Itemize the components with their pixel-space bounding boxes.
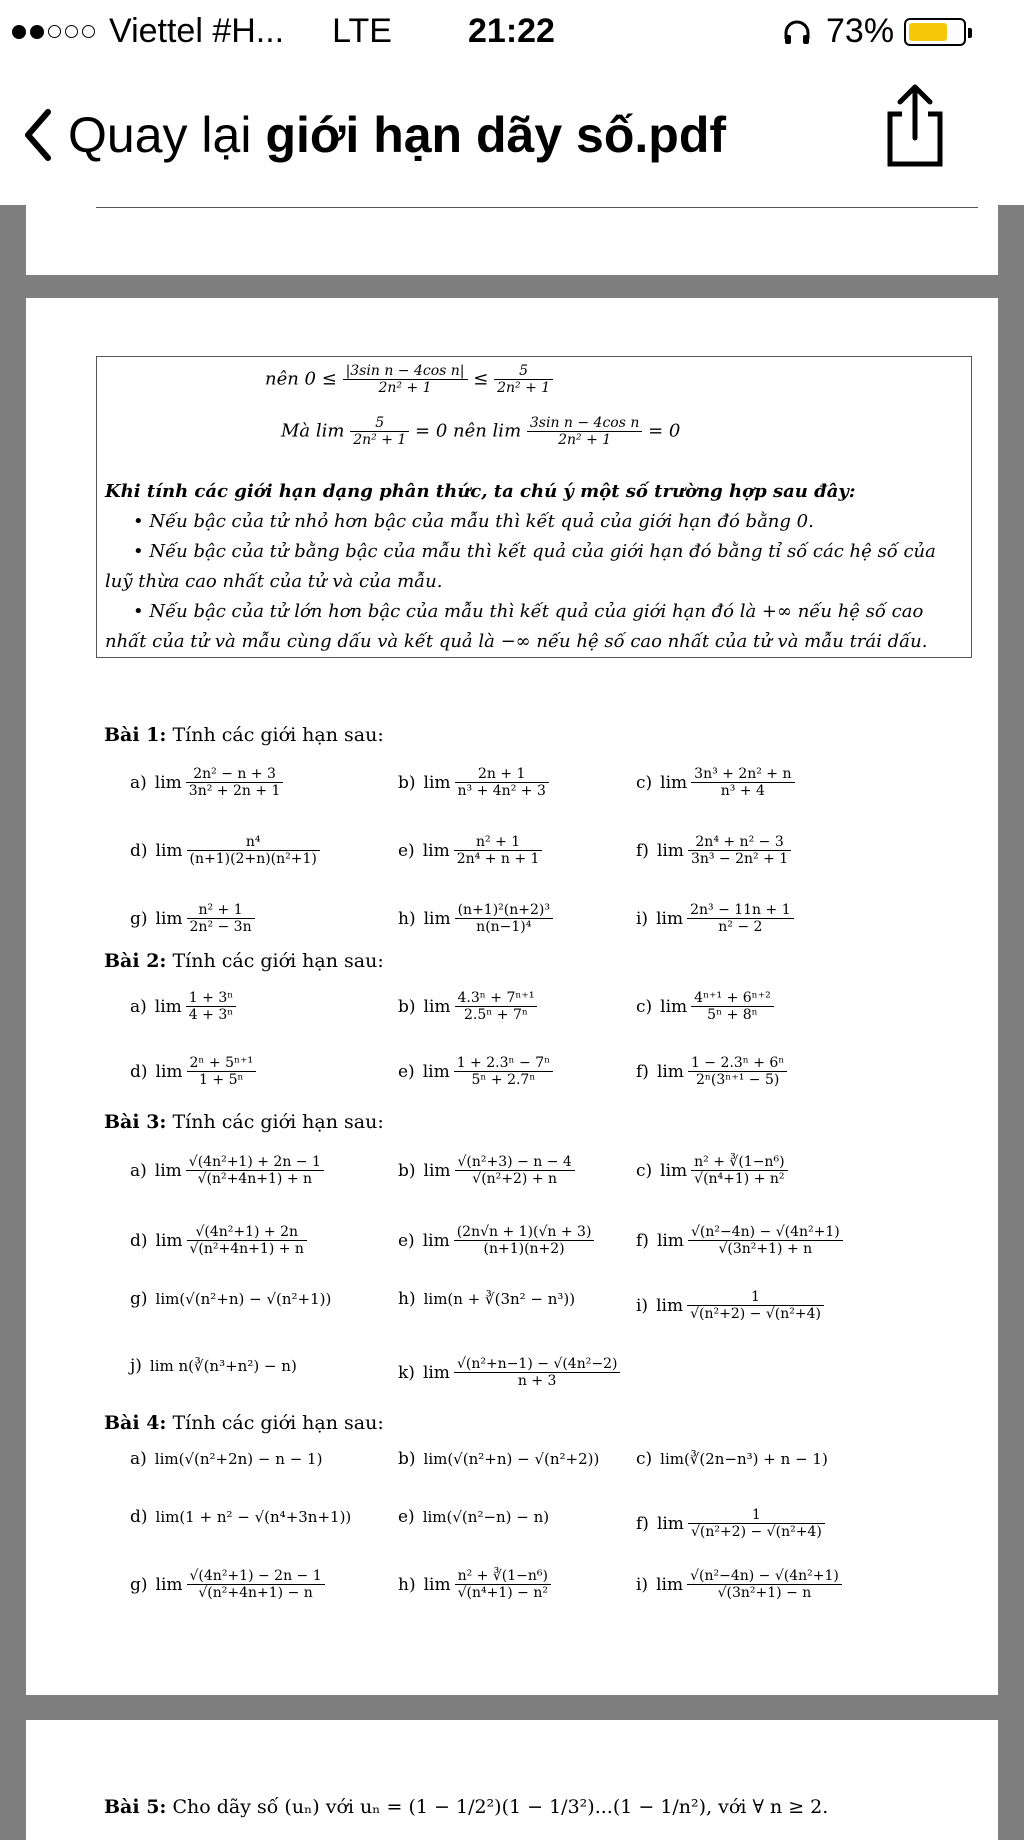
numerator: √(4n²+1) + 2n − 1 <box>186 1154 324 1171</box>
item-label: j) <box>130 1356 142 1376</box>
numerator: 5 <box>350 415 409 432</box>
item-label: g) <box>130 908 148 929</box>
fraction <box>187 1568 325 1601</box>
denominator: 3n³ − 2n² + 1 <box>690 851 789 867</box>
exercise-text: Cho dãy số (uₙ) với uₙ = (1 − 1/2²)(1 − 1/3²)...(1 − 1/n²), với ∀ n ≥ 2. <box>172 1796 829 1818</box>
exercise-number: Bài 2: <box>104 950 167 972</box>
denominator: √(n²+2) − √(n²+4) <box>690 1306 821 1322</box>
limit-expression: lim(√(n²−n) − n) <box>422 1508 550 1526</box>
signal-dot-icon <box>48 25 61 38</box>
denominator: 2n² + 1 <box>558 432 612 448</box>
denominator: 2n² + 1 <box>378 380 432 396</box>
limit-expression: lim(√(n²+n) − √(n²+2)) <box>423 1450 600 1468</box>
exercise-item <box>130 1055 256 1088</box>
item-label: f) <box>636 1061 649 1082</box>
item-label: c) <box>636 1160 653 1181</box>
box-bullet-2: • Nếu bậc của tử bằng bậc của mẫu thì kết quả của giới hạn đó bằng tỉ số các hệ số của <box>133 541 936 562</box>
lim-word: lim <box>422 1230 450 1251</box>
exercise-item <box>130 1449 322 1469</box>
bai1-heading <box>104 724 384 746</box>
limit-expression: lim(1 + n² − √(n⁴+3n+1)) <box>155 1508 352 1526</box>
numerator: n² + ∛(1−n⁶) <box>691 1154 787 1171</box>
denominator: n + 3 <box>517 1373 557 1389</box>
exercise-item <box>636 834 791 867</box>
denominator: n² − 2 <box>718 919 763 935</box>
item-label: d) <box>130 840 148 861</box>
exercise-item <box>398 766 549 799</box>
fraction <box>687 902 794 935</box>
exercise-item <box>130 766 283 799</box>
chevron-left-icon <box>22 108 52 162</box>
exercise-item <box>636 1568 842 1601</box>
signal-dot-icon <box>65 25 78 38</box>
fraction <box>688 1224 843 1257</box>
numerator: 4.3ⁿ + 7ⁿ⁺¹ <box>455 990 538 1007</box>
denominator: (n+1)(n+2) <box>483 1241 565 1257</box>
signal-dot-icon <box>82 25 95 38</box>
lim-word: lim <box>155 1061 183 1082</box>
item-label: e) <box>398 1061 415 1082</box>
exercise-item <box>398 834 542 867</box>
numerator: √(4n²+1) + 2n <box>187 1224 307 1241</box>
exercise-text: Tính các giới hạn sau: <box>166 950 384 972</box>
fraction <box>455 766 549 799</box>
numerator: 1 − 2.3ⁿ + 6ⁿ <box>688 1055 787 1072</box>
fraction <box>187 902 255 935</box>
item-label: d) <box>130 1061 148 1082</box>
fraction <box>187 1055 257 1088</box>
item-label: i) <box>636 1295 649 1316</box>
fraction <box>691 1154 787 1187</box>
denominator: 5ⁿ + 2.7ⁿ <box>471 1072 536 1088</box>
battery-percent: 73% <box>826 12 895 50</box>
numerator: 1 <box>688 1507 825 1524</box>
exercise-item <box>130 1507 351 1527</box>
numerator: (2n√n + 1)(√n + 3) <box>454 1224 595 1241</box>
numerator: √(n²+n−1) − √(4n²−2) <box>454 1356 621 1373</box>
lim-word: lim <box>155 1230 183 1251</box>
back-label: Quay lại <box>68 107 252 163</box>
item-label: d) <box>130 1507 148 1527</box>
lim-word: lim <box>423 996 451 1017</box>
exercise-item <box>398 1507 549 1527</box>
lim-word: lim <box>656 840 684 861</box>
numerator: (n+1)²(n+2)³ <box>455 902 553 919</box>
limit-expression: lim(∛(2n−n³) + n − 1) <box>660 1450 828 1468</box>
fraction <box>186 990 237 1023</box>
item-label: a) <box>130 996 147 1017</box>
denominator: √(n²+2) − √(n²+4) <box>690 1524 822 1540</box>
exercise-item <box>636 1289 824 1322</box>
denominator: √(n⁴+1) + n² <box>694 1171 785 1187</box>
numerator: √(4n²+1) − 2n − 1 <box>187 1568 325 1585</box>
battery-fill <box>909 23 947 41</box>
denominator: n³ + 4 <box>720 783 765 799</box>
exercise-item <box>130 1154 324 1187</box>
item-label: b) <box>398 772 416 793</box>
exercise-item <box>398 990 537 1023</box>
item-label: i) <box>636 1574 649 1595</box>
signal-dot-icon <box>12 25 26 39</box>
exercise-item <box>130 990 236 1023</box>
fraction <box>187 834 320 867</box>
bai2-heading <box>104 950 384 972</box>
exercise-item <box>636 1507 825 1540</box>
signal-carrier <box>12 12 392 51</box>
numerator: √(n²−4n) − √(4n²+1) <box>688 1224 843 1241</box>
exercise-item <box>398 1224 594 1257</box>
denominator: √(n²+4n+1) − n <box>198 1585 313 1601</box>
box-line-2 <box>281 415 680 448</box>
denominator: 5ⁿ + 8ⁿ <box>707 1007 758 1023</box>
denominator: √(n⁴+1) − n² <box>457 1585 548 1601</box>
item-label: a) <box>130 1160 147 1181</box>
lim-word: lim <box>155 908 183 929</box>
exercise-item <box>398 1356 620 1389</box>
exercise-item <box>636 1154 788 1187</box>
denominator: (n+1)(2+n)(n²+1) <box>189 851 317 867</box>
lim-word: lim <box>656 1295 684 1316</box>
lim-word: lim <box>422 840 450 861</box>
exercise-item <box>398 1055 553 1088</box>
denominator: 1 + 5ⁿ <box>199 1072 244 1088</box>
denominator: 2.5ⁿ + 7ⁿ <box>464 1007 528 1023</box>
network-type: LTE <box>332 12 392 50</box>
item-label: h) <box>398 1289 416 1309</box>
fraction <box>455 1154 575 1187</box>
exercise-item <box>398 1154 575 1187</box>
battery-icon <box>904 18 966 46</box>
exercise-item <box>636 1449 828 1469</box>
exercise-text: Tính các giới hạn sau: <box>166 1412 384 1434</box>
fraction <box>527 415 643 448</box>
numerator: 2n + 1 <box>455 766 549 783</box>
fraction <box>455 990 538 1023</box>
box-heading: Khi tính các giới hạn dạng phân thức, ta chú ý một số trường hợp sau đây: <box>105 481 856 502</box>
lim-word: lim <box>656 1513 684 1534</box>
denominator: √(3n²+1) + n <box>718 1241 813 1257</box>
lim-word: lim <box>155 840 183 861</box>
lim-word: lim <box>422 1362 450 1383</box>
exercise-number: Bài 3: <box>104 1111 167 1133</box>
box-bullet-3: • Nếu bậc của tử lớn hơn bậc của mẫu thì kết quả của giới hạn đó là +∞ nếu hệ số cao <box>133 601 924 622</box>
exercise-number: Bài 4: <box>104 1412 167 1434</box>
fraction <box>688 834 791 867</box>
box-bullet-1: • Nếu bậc của tử nhỏ hơn bậc của mẫu thì kết quả của giới hạn đó bằng 0. <box>133 511 814 532</box>
back-button[interactable] <box>22 106 726 164</box>
fraction <box>454 1224 595 1257</box>
limit-expression: lim n(∛(n³+n²) − n) <box>149 1357 297 1375</box>
note-box <box>96 356 972 658</box>
status-bar <box>0 0 1024 70</box>
numerator: √(n²−4n) − √(4n²+1) <box>687 1568 842 1585</box>
denominator: 2ⁿ(3ⁿ⁺¹ − 5) <box>695 1072 780 1088</box>
denominator: 2n² + 1 <box>497 380 551 396</box>
limit-expression: lim(√(n²+n) − √(n²+1)) <box>155 1290 332 1308</box>
numerator: 1 + 2.3ⁿ − 7ⁿ <box>454 1055 553 1072</box>
denominator: √(n²+4n+1) + n <box>189 1241 304 1257</box>
exercise-item <box>130 902 255 935</box>
lim-word: lim <box>423 908 451 929</box>
lim-word: lim <box>656 1230 684 1251</box>
signal-dot-icon <box>30 25 44 39</box>
text: nên 0 ≤ <box>265 368 337 390</box>
exercise-text: Tính các giới hạn sau: <box>166 724 384 746</box>
numerator: n⁴ <box>187 834 320 851</box>
numerator: 4ⁿ⁺¹ + 6ⁿ⁺² <box>691 990 774 1007</box>
denominator: 2n² + 1 <box>353 432 407 448</box>
lim-word: lim <box>656 1574 684 1595</box>
clock: 21:22 <box>468 12 555 50</box>
item-label: a) <box>130 772 147 793</box>
numerator: 3sin n − 4cos n <box>527 415 643 432</box>
exercise-item <box>636 1224 843 1257</box>
lim-word: lim <box>656 908 684 929</box>
item-label: c) <box>636 1449 653 1469</box>
fraction <box>687 1289 824 1322</box>
denominator: √(n²+4n+1) + n <box>197 1171 313 1187</box>
item-label: a) <box>130 1449 147 1469</box>
text: = 0 nên lim <box>415 420 522 442</box>
fraction <box>455 902 553 935</box>
bai5-heading <box>104 1796 828 1818</box>
fraction <box>186 766 284 799</box>
document-title: giới hạn dãy số.pdf <box>265 107 727 163</box>
limit-expression: lim(n + ∛(3n² − n³)) <box>423 1290 576 1308</box>
text: = 0 <box>648 420 681 442</box>
bai4-heading <box>104 1412 384 1434</box>
denominator: n³ + 4n² + 3 <box>457 783 546 799</box>
headphones-icon <box>782 17 812 47</box>
item-label: e) <box>398 1230 415 1251</box>
exercise-item <box>130 1224 307 1257</box>
text: ≤ <box>473 368 489 390</box>
box-bullet-3-cont: nhất của tử và mẫu cùng dấu và kết quả là −∞ nếu hệ số cao nhất của tử và mẫu trái dấu. <box>105 631 928 652</box>
exercise-item <box>130 1356 297 1376</box>
fraction <box>691 990 774 1023</box>
item-label: b) <box>398 1449 416 1469</box>
item-label: k) <box>398 1362 415 1383</box>
exercise-number: Bài 5: <box>104 1796 167 1818</box>
fraction <box>688 1507 825 1540</box>
lim-word: lim <box>660 996 688 1017</box>
denominator: √(n²+2) + n <box>472 1171 558 1187</box>
numerator: n² + ∛(1−n⁶) <box>455 1568 551 1585</box>
exercise-item <box>636 1055 787 1088</box>
exercise-item <box>130 1289 331 1309</box>
fraction <box>187 1224 307 1257</box>
numerator: 2n⁴ + n² − 3 <box>688 834 791 851</box>
lim-word: lim <box>423 1574 451 1595</box>
numerator: n² + 1 <box>187 902 255 919</box>
exercise-item <box>636 990 774 1023</box>
lim-word: lim <box>423 772 451 793</box>
numerator: |3sin n − 4cos n| <box>343 363 468 380</box>
numerator: 3n³ + 2n² + n <box>691 766 794 783</box>
item-label: g) <box>130 1574 148 1595</box>
fraction <box>343 363 468 396</box>
fraction <box>687 1568 842 1601</box>
pdf-page-next <box>26 1720 998 1840</box>
numerator: 5 <box>494 363 553 380</box>
nav-bar <box>0 70 1024 205</box>
exercise-text: Tính các giới hạn sau: <box>166 1111 384 1133</box>
lim-word: lim <box>423 1160 451 1181</box>
fraction <box>691 766 794 799</box>
limit-expression: lim(√(n²+2n) − n − 1) <box>154 1450 323 1468</box>
lim-word: lim <box>154 772 182 793</box>
text: Mà lim <box>281 420 345 442</box>
denominator: 2n² − 3n <box>189 919 252 935</box>
item-label: f) <box>636 1513 649 1534</box>
battery-area <box>782 12 966 51</box>
denominator: n(n−1)⁴ <box>476 919 532 935</box>
exercise-item <box>398 902 553 935</box>
lim-word: lim <box>155 1574 183 1595</box>
denominator: 2n⁴ + n + 1 <box>456 851 540 867</box>
exercise-item <box>636 766 795 799</box>
box-line-1 <box>265 363 553 396</box>
exercise-item <box>130 834 320 867</box>
item-label: h) <box>398 1574 416 1595</box>
exercise-item <box>398 1568 551 1601</box>
fraction <box>455 1568 551 1601</box>
numerator: 1 <box>687 1289 824 1306</box>
fraction <box>454 1055 553 1088</box>
numerator: √(n²+3) − n − 4 <box>455 1154 575 1171</box>
carrier-name: Viettel #H... <box>109 12 285 50</box>
denominator: 3n² + 2n + 1 <box>188 783 281 799</box>
lim-word: lim <box>660 772 688 793</box>
numerator: 1 + 3ⁿ <box>186 990 237 1007</box>
lim-word: lim <box>154 996 182 1017</box>
exercise-item <box>398 1289 575 1309</box>
exercise-item <box>636 902 794 935</box>
numerator: 2n² − n + 3 <box>186 766 284 783</box>
numerator: 2n³ − 11n + 1 <box>687 902 794 919</box>
bai3-heading <box>104 1111 384 1133</box>
fraction <box>454 1356 621 1389</box>
share-icon[interactable] <box>880 80 950 170</box>
item-label: c) <box>636 996 653 1017</box>
exercise-item <box>130 1568 325 1601</box>
item-label: c) <box>636 772 653 793</box>
item-label: i) <box>636 908 649 929</box>
item-label: h) <box>398 908 416 929</box>
lim-word: lim <box>660 1160 688 1181</box>
pdf-page-previous <box>26 205 998 275</box>
fraction <box>494 363 553 396</box>
denominator: 4 + 3ⁿ <box>188 1007 234 1023</box>
item-label: f) <box>636 840 649 861</box>
numerator: 2ⁿ + 5ⁿ⁺¹ <box>187 1055 257 1072</box>
item-label: e) <box>398 840 415 861</box>
fraction <box>350 415 409 448</box>
fraction <box>688 1055 787 1088</box>
item-label: g) <box>130 1289 148 1309</box>
fraction <box>454 834 543 867</box>
denominator: √(3n²+1) − n <box>717 1585 812 1601</box>
item-label: e) <box>398 1507 415 1527</box>
exercise-item <box>398 1449 599 1469</box>
item-label: d) <box>130 1230 148 1251</box>
lim-word: lim <box>154 1160 182 1181</box>
lim-word: lim <box>656 1061 684 1082</box>
fraction <box>186 1154 324 1187</box>
exercise-number: Bài 1: <box>104 724 167 746</box>
item-label: b) <box>398 996 416 1017</box>
numerator: n² + 1 <box>454 834 543 851</box>
item-label: f) <box>636 1230 649 1251</box>
lim-word: lim <box>422 1061 450 1082</box>
box-bullet-2-cont: luỹ thừa cao nhất của tử và của mẫu. <box>105 571 443 592</box>
item-label: b) <box>398 1160 416 1181</box>
